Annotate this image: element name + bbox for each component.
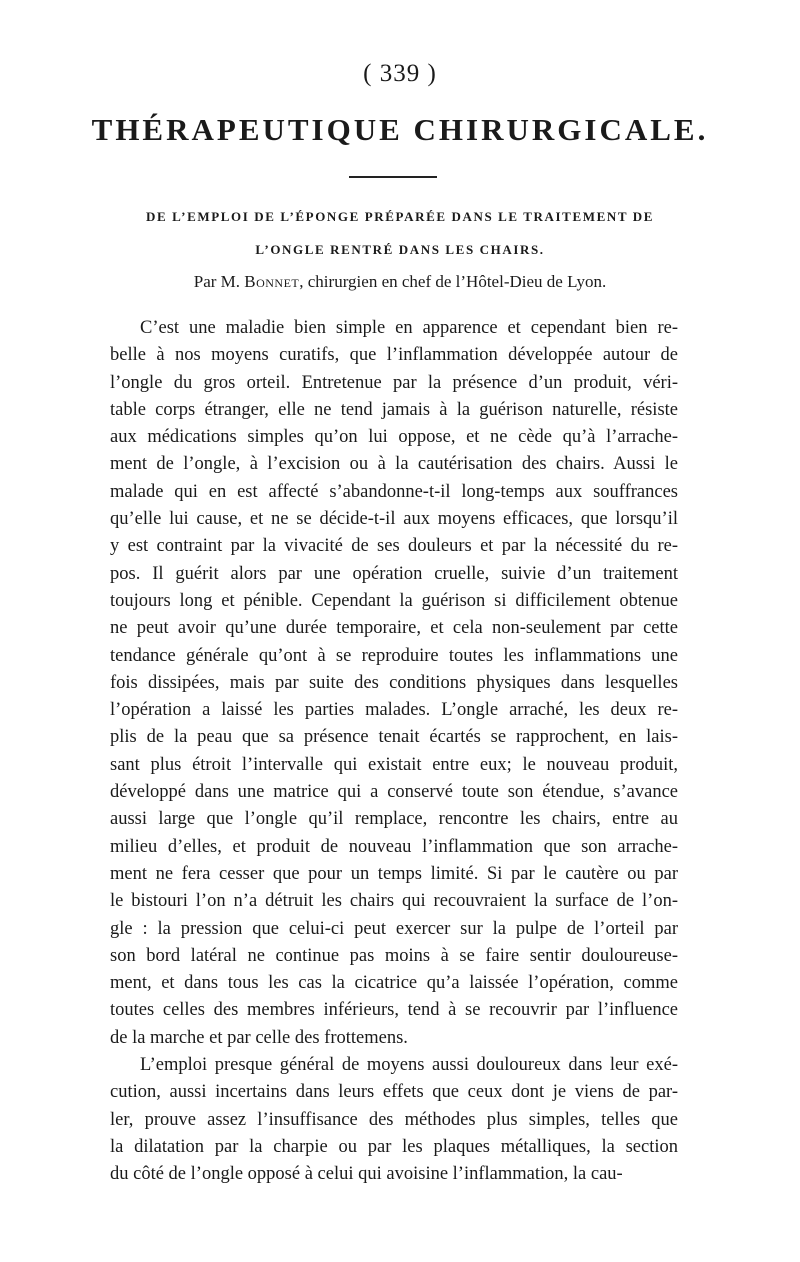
text-line: L’emploi presque général de moyens aussi douloureux dans leur exé- [140,1055,678,1076]
text-line: table corps étranger, elle ne tend jamais à la guérison naturelle, résiste [110,399,678,420]
text-line: l’ongle du gros orteil. Entretenue par la présence d’un produit, véri- [110,372,678,393]
text-line: son bord latéral ne continue pas moins à se faire sentir douloureuse- [110,945,678,966]
text-line: ne peut avoir qu’une durée temporaire, et cela non-seulement par cette [110,618,678,639]
text-line: la dilatation par la charpie ou par les plaques métalliques, la section [110,1136,678,1157]
text-line: plis de la peau que sa présence tenait écartés se rapprochent, en lais- [110,727,678,748]
text-line: ler, prouve assez l’insuffisance des méthodes plus simples, telles que [110,1109,678,1130]
text-line: le bistouri l’on n’a détruit les chairs qui recouvraient la surface de l’on- [110,891,678,912]
author-line [0,272,800,292]
text-line: toutes celles des membres inférieurs, tend à se recouvrir par l’influence [110,1000,678,1021]
title-divider [349,176,437,178]
article-title-line-2: L’ONGLE RENTRÉ DANS LES CHAIRS. [255,242,545,257]
text-line: sant plus étroit l’intervalle qui existait entre eux; le nouveau produit, [110,754,678,775]
text-line: malade qui en est affecté s’abandonne-t-il long-temps aux souffrances [110,481,678,502]
body-text [110,315,678,1189]
article-title [100,200,700,266]
text-line: gle : la pression que celui-ci peut exercer sur la pulpe de l’orteil par [110,918,678,939]
paragraph-1 [110,315,678,1052]
author-affiliation: , chirurgien en chef de l’Hôtel-Dieu de Lyon. [299,272,607,291]
text-line: ment, et dans tous les cas la cicatrice qu’a laissée l’opération, comme [110,973,678,994]
article-title-line-1: DE L’EMPLOI DE L’ÉPONGE PRÉPARÉE DANS LE TRAITEMENT DE [145,209,655,224]
text-line: aux médications simples qu’on lui oppose, et ne cède qu’à l’arrache- [110,427,678,448]
text-line: ment de l’ongle, à l’excision ou à la cautérisation des chairs. Aussi le [110,454,678,475]
text-line: ment ne fera cesser que pour un temps limité. Si par le cautère ou par [110,863,678,884]
paragraph-2 [110,1052,678,1188]
text-line: aussi large que l’ongle qu’il remplace, rencontre les chairs, entre au [110,809,678,830]
text-line: milieu d’elles, et produit de nouveau l’inflammation que son arrache- [110,836,678,857]
text-line: qu’elle lui cause, et ne se décide-t-il aux moyens efficaces, que lorsqu’il [110,509,678,530]
text-line: pos. Il guérit alors par une opération cruelle, suivie d’un traitement [110,563,678,584]
text-line: de la marche et par celle des frottemens. [110,1027,408,1048]
author-name: Bonnet [244,272,300,291]
text-line: cution, aussi incertains dans leurs effets que ceux dont je viens de par- [110,1082,678,1103]
text-line: C’est une maladie bien simple en apparence et cependant bien re- [140,318,678,338]
text-line: toujours long et pénible. Cependant la guérison si difficilement obtenue [110,590,678,611]
text-line: belle à nos moyens curatifs, que l’inflammation développée autour de [110,345,678,366]
page-number: ( 339 ) [363,60,437,87]
text-line: tendance générale qu’ont à se reproduire toutes les inflammations une [110,645,678,666]
text-line: l’opération a laissé les parties malades. L’ongle arraché, les deux re- [110,700,678,721]
text-line: fois dissipées, mais par suite des conditions physiques dans lesquelles [110,672,678,693]
text-line: y est contraint par la vivacité de ses douleurs et par la nécessité du re- [110,536,678,557]
author-prefix: Par M. [193,272,241,291]
text-line: développé dans une matrice qui a conservé toute son étendue, s’avance [110,782,678,803]
text-line: du côté de l’ongle opposé à celui qui avoisine l’inflammation, la cau- [110,1164,623,1185]
section-title: THÉRAPEUTIQUE CHIRURGICALE. [91,112,709,147]
